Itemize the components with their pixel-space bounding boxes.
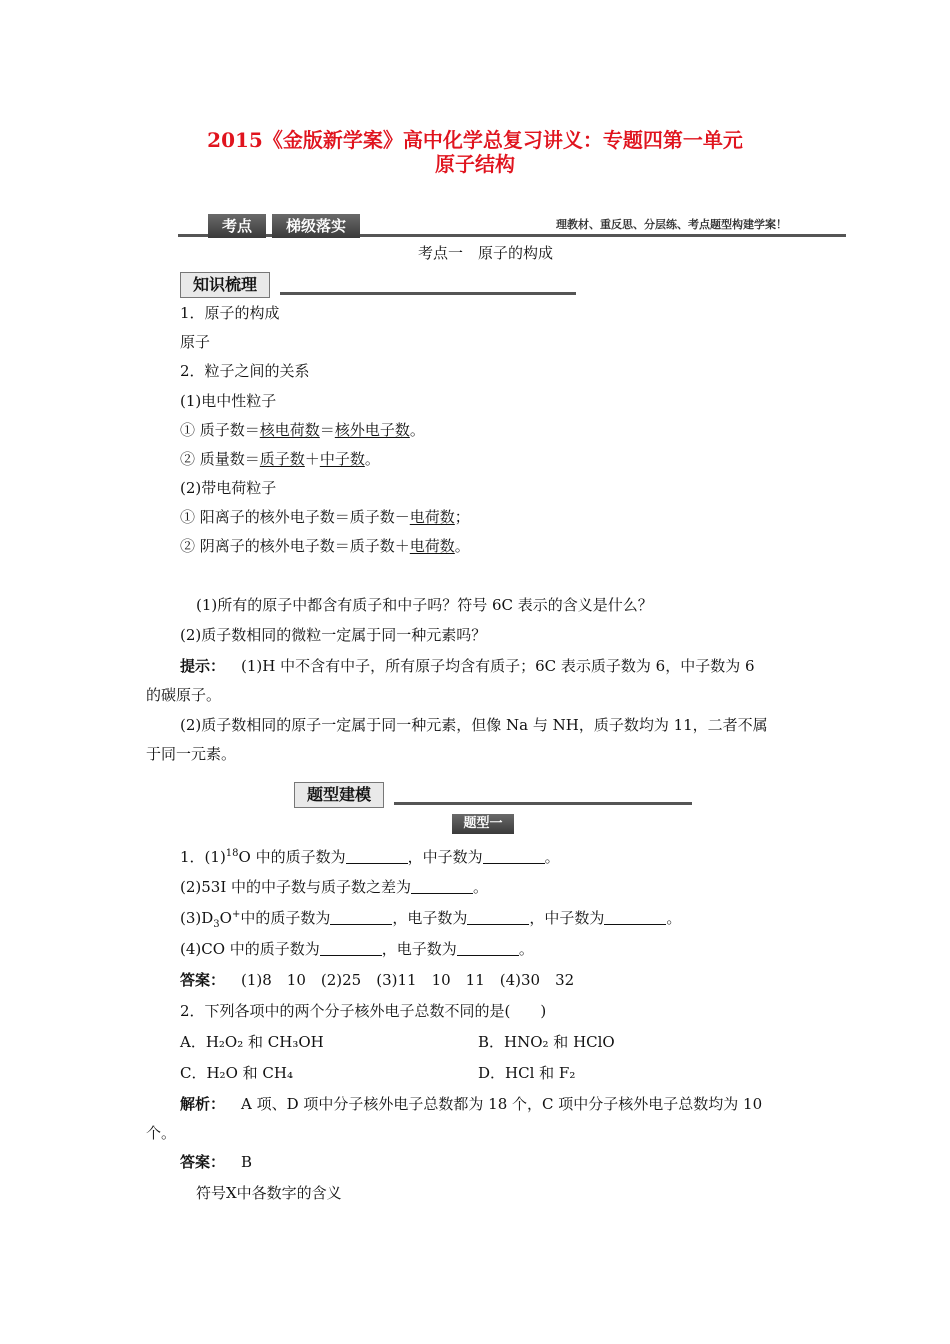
model-label: 题型建模 <box>294 782 384 808</box>
neutral-rule-2: ② 质量数＝质子数＋中子数。 <box>180 450 380 468</box>
q1-answer: 答案： (1)8 10 (2)25 (3)11 10 11 (4)30 32 <box>180 971 575 989</box>
q1-part-3: $(3)D_3O^+$中的质子数为 ，电子数为 ，中子数为 。 <box>180 909 682 930</box>
q2-option-c: C．H₂O 和 CH₄ <box>180 1064 293 1082</box>
q2-option-a: A．H₂O₂ 和 CH₃OH <box>180 1033 324 1051</box>
type-label: 题型一 <box>452 814 514 834</box>
q2-option-d: D．HCl 和 F₂ <box>478 1064 576 1082</box>
charged-rule-1: ① 阳离子的核外电子数＝质子数－电荷数； <box>180 508 470 526</box>
hint-line-1: 提示： (1)H 中不含有中子，所有原子均含有质子；6C 表示质子数为 6，中子数为 6 <box>180 657 755 675</box>
heading-particle-relation: 2．粒子之间的关系 <box>180 362 310 380</box>
atom-label: 原子 <box>180 333 211 351</box>
neutral-particle-heading: (1)电中性粒子 <box>180 392 277 410</box>
document-title-line2: 原子结构 <box>435 152 515 176</box>
banner-tag-kaodian: 考点 <box>208 214 266 238</box>
document-title-line1: 2015《金版新学案》高中化学总复习讲义：专题四第一单元 <box>207 128 743 152</box>
model-rule <box>394 802 692 805</box>
q2-stem: 2．下列各项中的两个分子核外电子总数不同的是( ) <box>180 1002 547 1020</box>
q2-explanation-line-1: 解析： A 项、D 项中分子核外电子总数都为 18 个，C 项中分子核外电子总数均为 10 <box>180 1095 763 1113</box>
heading-atom-structure: 1．原子的构成 <box>180 304 280 322</box>
q1-part-2: (2)53I 中的中子数与质子数之差为 。 <box>180 878 489 896</box>
hint-line-4: 于同一元素。 <box>146 745 237 763</box>
symbol-note: 符号X中各数字的含义 <box>196 1184 342 1202</box>
knowledge-rule <box>280 292 576 295</box>
q1-part-1: 1．$(1)^{18}O$ 中的质子数为 ，中子数为 。 <box>180 848 560 866</box>
charged-rule-2: ② 阴离子的核外电子数＝质子数＋电荷数。 <box>180 537 470 555</box>
think-question-2: (2)质子数相同的微粒一定属于同一种元素吗？ <box>180 626 487 644</box>
hint-line-2: 的碳原子。 <box>146 686 222 704</box>
q1-part-4: (4)CO 中的质子数为 ，电子数为 。 <box>180 940 534 958</box>
section-title: 考点一 原子的构成 <box>418 244 554 262</box>
banner-tag-tiji: 梯级落实 <box>272 214 360 238</box>
hint-line-3: (2)质子数相同的原子一定属于同一种元素，但像 Na 与 NH，质子数均为 11，二者不属 <box>180 716 768 734</box>
q2-option-b: B．HNO₂ 和 HClO <box>478 1033 615 1051</box>
knowledge-label: 知识梳理 <box>180 272 270 298</box>
charged-particle-heading: (2)带电荷粒子 <box>180 479 277 497</box>
neutral-rule-1: ① 质子数＝核电荷数＝核外电子数。 <box>180 421 425 439</box>
q2-answer: 答案： B <box>180 1153 253 1171</box>
think-question-1: (1)所有的原子中都含有质子和中子吗？符号 6C 表示的含义是什么？ <box>196 596 653 614</box>
q2-explanation-line-2: 个。 <box>146 1124 177 1142</box>
banner-slogan: 理教材、重反思、分层练、考点题型构建学案！ <box>556 218 787 231</box>
